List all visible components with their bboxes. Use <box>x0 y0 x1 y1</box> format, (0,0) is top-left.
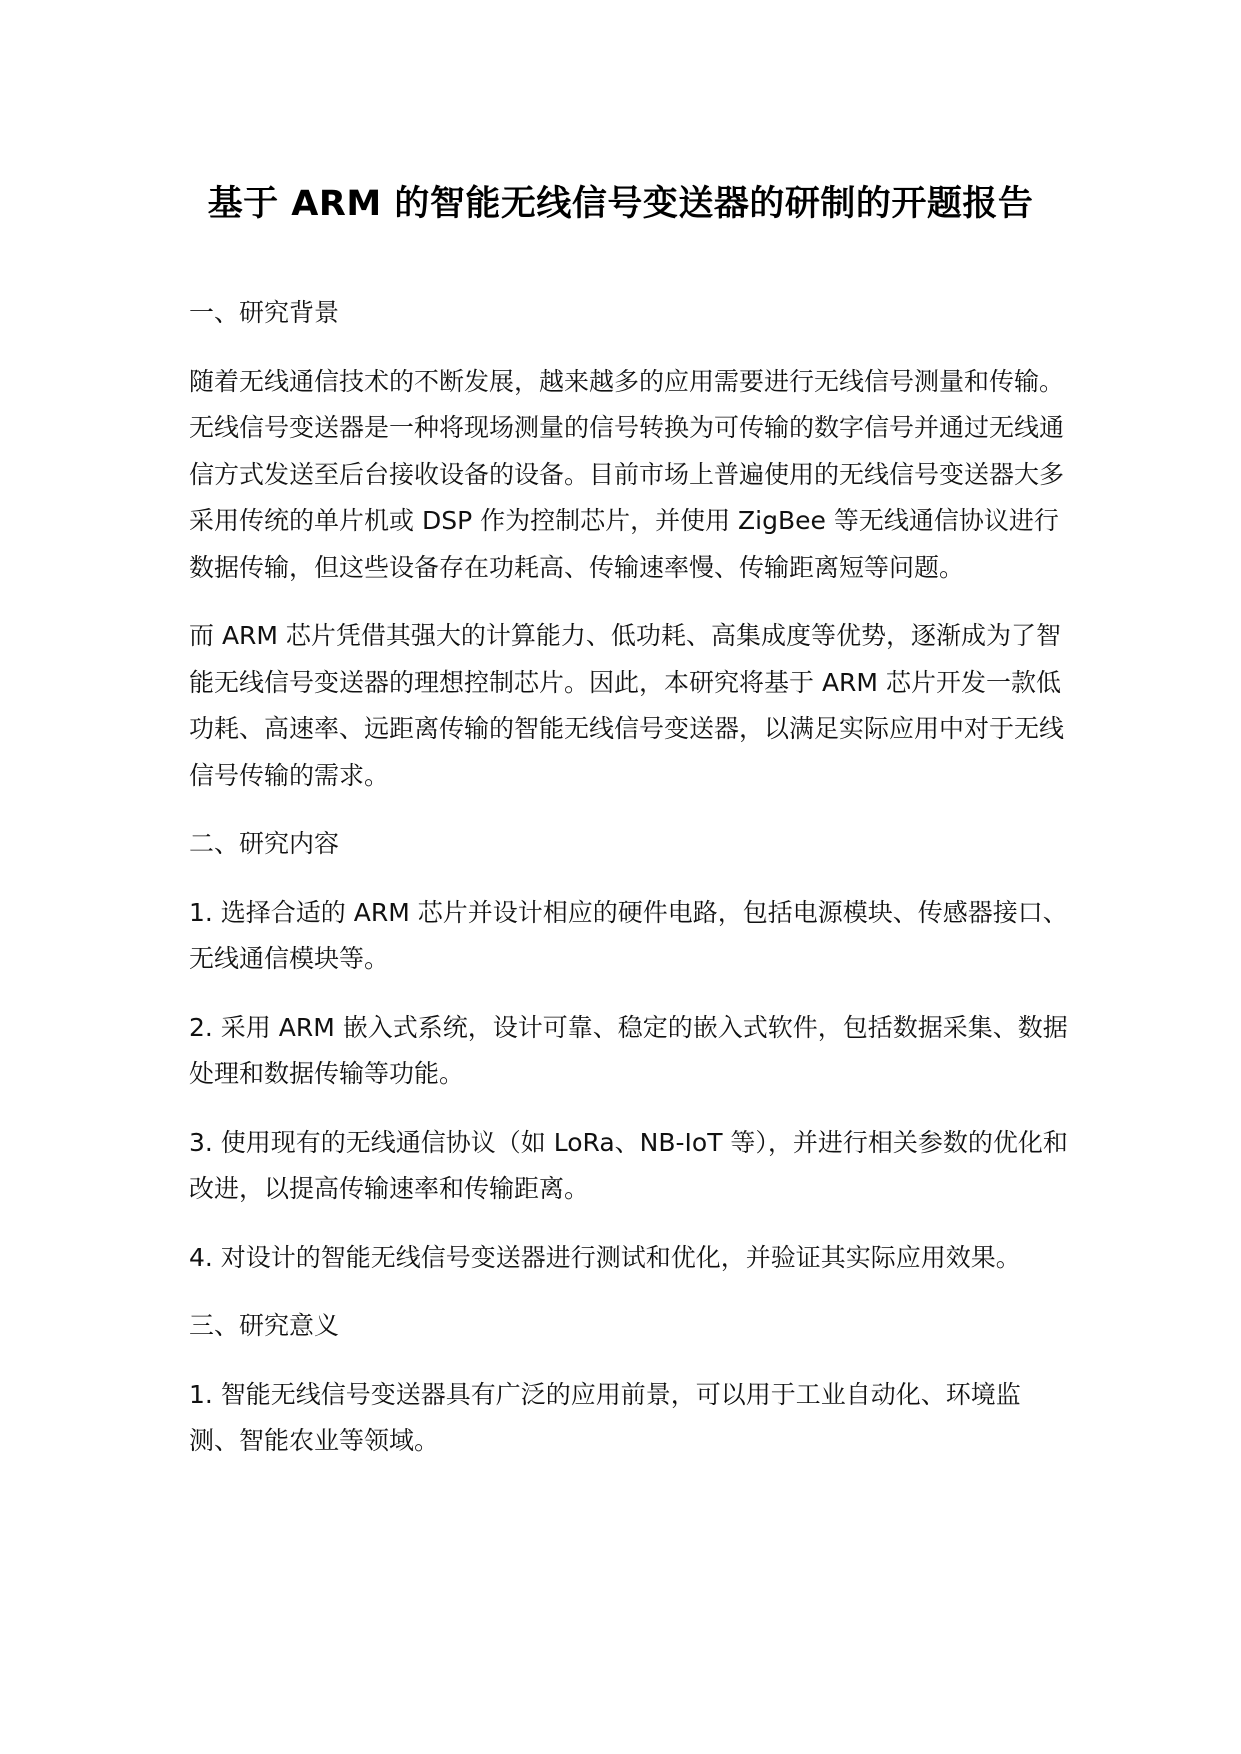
section-heading-significance: 三、研究意义 <box>189 1311 340 1340</box>
paragraph: 随着无线通信技术的不断发展，越来越多的应用需要进行无线信号测量和传输。无线信号变送器是一种将现场测量的信号转换为可传输的数字信号并通过无线通信方式发送至后台接收设备的设备。目前市场上普遍使用的无线信号变送器大多采用传统的单片机或 DSP 作为控制芯片，并使用 ZigBee 等无线通信协议进行数据传输，但这些设备存在功耗高、传输速率慢、传输距离短等问题。 <box>189 366 1065 582</box>
list-item: 2. 采用 ARM 嵌入式系统，设计可靠、稳定的嵌入式软件，包括数据采集、数据处理和数据传输等功能。 <box>189 1012 1068 1088</box>
list-item: 1. 智能无线信号变送器具有广泛的应用前景，可以用于工业自动化、环境监测、智能农业等领域。 <box>189 1379 1021 1455</box>
list-item: 4. 对设计的智能无线信号变送器进行测试和优化，并验证其实际应用效果。 <box>189 1242 1021 1272</box>
paragraph: 而 ARM 芯片凭借其强大的计算能力、低功耗、高集成度等优势，逐渐成为了智能无线信号变送器的理想控制芯片。因此，本研究将基于 ARM 芯片开发一款低功耗、高速率、远距离传输的智能无线信号变送器，以满足实际应用中对于无线信号传输的需求。 <box>189 621 1065 790</box>
list-item: 1. 选择合适的 ARM 芯片并设计相应的硬件电路，包括电源模块、传感器接口、无线通信模块等。 <box>189 897 1068 973</box>
list-item: 3. 使用现有的无线通信协议（如 LoRa、NB-IoT 等），并进行相关参数的优化和改进，以提高传输速率和传输距离。 <box>189 1127 1068 1203</box>
document-title: 基于 ARM 的智能无线信号变送器的研制的开题报告 <box>207 184 1034 224</box>
section-heading-background: 一、研究背景 <box>189 298 340 327</box>
section-heading-content: 二、研究内容 <box>189 829 340 858</box>
document-body <box>189 290 1069 1487</box>
